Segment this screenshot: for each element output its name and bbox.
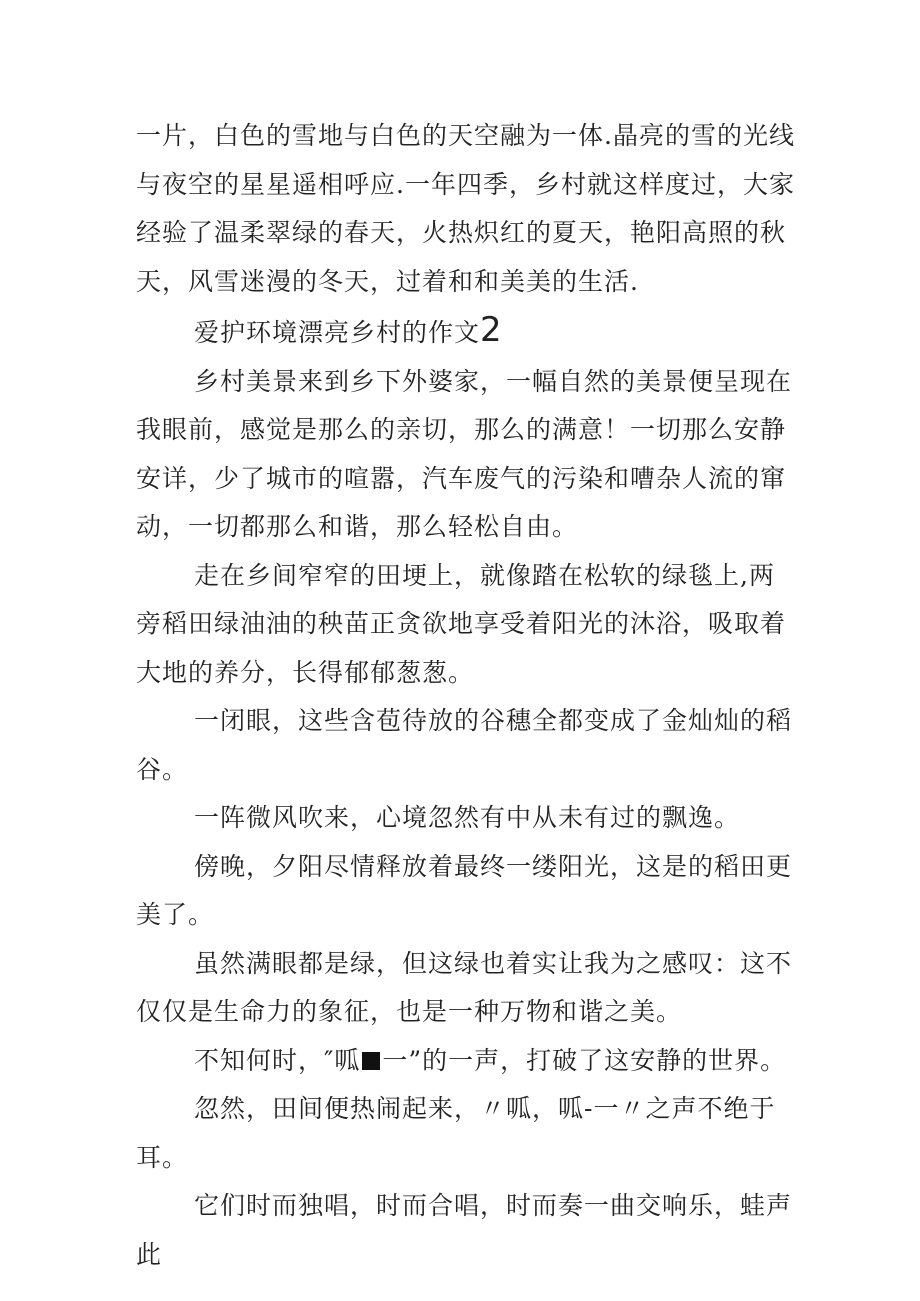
paragraph [136, 1037, 796, 1086]
paragraph-text-before-mark: 不知何时，″呱 [194, 1045, 361, 1075]
black-square-glyph [362, 1052, 380, 1070]
paragraph-text-after-mark: 一”的一声，打破了这安静的世界。 [382, 1045, 787, 1075]
heading-text: 爱护环境漂亮乡村的作文 [194, 318, 481, 347]
paragraph: 忽然，田间便热闹起来，〃呱，呱-一〃之声不绝于耳。 [136, 1094, 776, 1172]
paragraph: 虽然满眼都是绿，但这绿也着实让我为之感叹：这不仅仅是生命力的象征，也是一种万物和谐之美。 [136, 948, 793, 1026]
paragraph: 一阵微风吹来，心境忽然有中从未有过的飘逸。 [194, 803, 741, 832]
paragraph: 一闭眼，这些含苞待放的谷穗全都变成了金灿灿的稻谷。 [136, 706, 793, 784]
section-heading [136, 306, 796, 358]
document-body [136, 112, 796, 1279]
heading-number: 2 [480, 310, 502, 350]
paragraph: 它们时而独唱，时而合唱，时而奏一曲交响乐，蛙声此 [136, 1191, 793, 1269]
paragraph-continued: 一片，白色的雪地与白色的天空融为一体.晶亮的雪的光线与夜空的星星遥相呼应.一年四季，乡村就这样度过，大家经验了温柔翠绿的春天，火热炽红的夏天，艳阳高照的秋天，风雪迷漫的冬天，过着和和美美的生活. [136, 121, 795, 296]
paragraph: 乡村美景来到乡下外婆家，一幅自然的美景便呈现在我眼前，感觉是那么的亲切，那么的满意！一切那么安静安详，少了城市的喧嚣，汽车废气的污染和嘈杂人流的窜动，一切都那么和谐，那么轻松自由。 [136, 366, 793, 541]
paragraph: 傍晚，夕阳尽情释放着最终一缕阳光，这是的稻田更美了。 [136, 851, 793, 929]
paragraph: 走在乡间窄窄的田埂上，就像踏在松软的绿毯上,两旁稻田绿油油的秧苗正贪欲地享受着阳光的沐浴，吸取着大地的养分，长得郁郁葱葱。 [136, 560, 787, 687]
